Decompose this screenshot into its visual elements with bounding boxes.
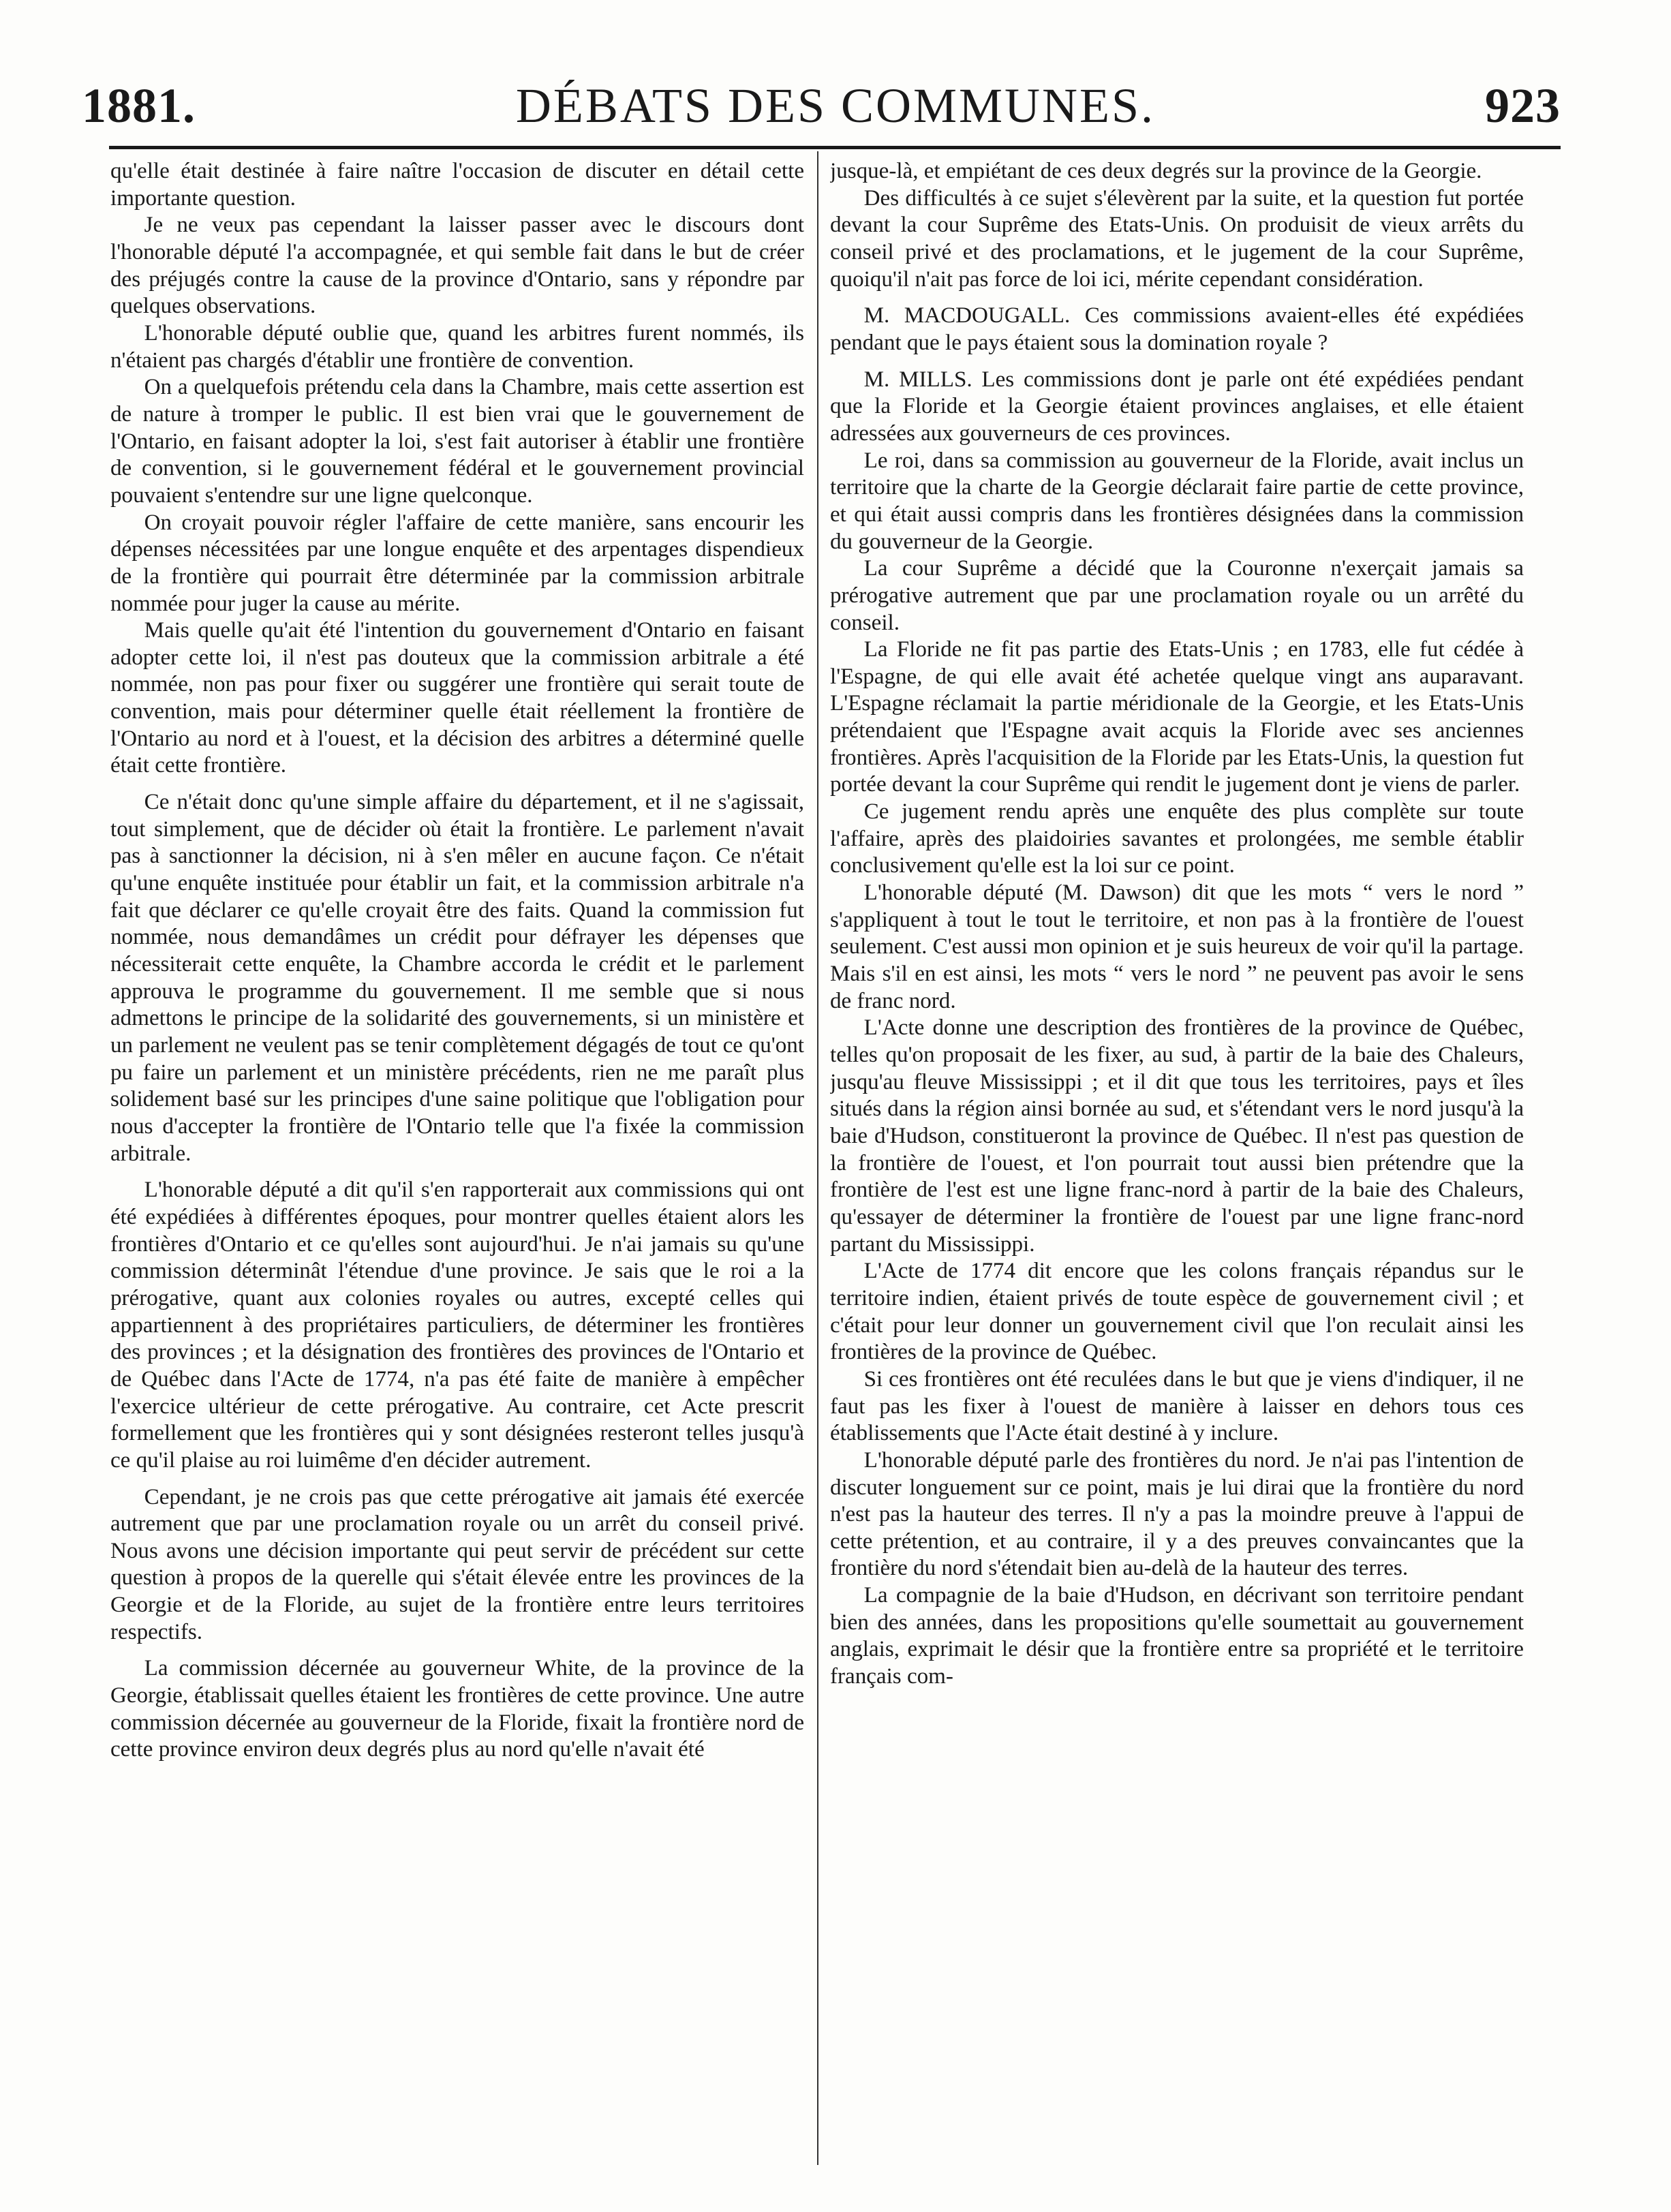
paragraph: La cour Suprême a décidé que la Couronne n'exerçait jamais sa prérogative autrement que par une proclamation royale ou un arrêté du conseil. xyxy=(830,556,1524,635)
paragraph: Le roi, dans sa commission au gouverneur de la Floride, avait inclus un territoire que la charte de la Georgie déclarait faire partie de cette province, et qui était aussi compris dans les frontières désignées dans la commission du gouverneur de la Georgie. xyxy=(830,448,1524,554)
paragraph: La commission décernée au gouverneur White, de la province de la Georgie, établissait quelles étaient les frontières de cette province. Une autre commission décernée au gouverneur de la Floride, fixait la frontière nord de cette province environ deux degrés plus au nord qu'elle n'avait été xyxy=(110,1656,804,1762)
paragraph: Des difficultés à ce sujet s'élevèrent par la suite, et la question fut portée devant la cour Suprême des Etats-Unis. On produisit de vieux arrêts du conseil privé et des proclamations, et le jugement de la cour Suprême, quoiqu'il n'ait pas force de loi ici, mérite cependant considération. xyxy=(830,185,1524,292)
paragraph: Ce n'était donc qu'une simple affaire du département, et il ne s'agissait, tout simplement, que de décider où était la frontière. Le parlement n'avait pas à sanctionner la décision, ni à s'en mêler en aucune façon. Ce n'était qu'une enquête instituée pour établir un fait, et la commission arbitrale n'a fait que déclarer ce qu'elle croyait être des faits. Quand la commission fut nommée, nous demandâmes un crédit pour défrayer les dépenses que nécessiterait cette enquête, la Chambre accorda le crédit et le parlement approuva le programme du gouvernement. Il me semble que si nous admettons le principe de la solidarité des gouvernements, si un ministère et un parlement ne veulent pas se tenir complètement dégagés de tout ce qu'ont pu faire un parlement et un ministère précédents, rien ne me paraît plus solidement basé sur les principes d'une saine politique que l'obligation pour nous d'accepter la frontière de l'Ontario telle que l'a fixée la commission arbitrale. xyxy=(110,790,804,1166)
speaker-mills: M. MILLS. Les commissions dont je parle ont été expédiées pendant que la Floride et la Georgie étaient provinces anglaises, et elle étaient adressées aux gouverneurs de ces provinces. xyxy=(830,367,1524,446)
header-rule xyxy=(109,146,1561,149)
header-year: 1881. xyxy=(82,78,196,133)
left-column xyxy=(110,158,804,2168)
paragraph: L'Acte de 1774 dit encore que les colons français répandus sur le territoire indien, étaient privés de toute espèce de gouvernement civil ; et c'était pour leur donner un gouvernement civil que l'on reculait ainsi les frontières de la province de Québec. xyxy=(830,1259,1524,1365)
paragraph: L'honorable député (M. Dawson) dit que les mots “ vers le nord ” s'appliquent à tout le tout le territoire, et non pas à la frontière de l'ouest seulement. C'est aussi mon opinion et je suis heureux de voir qu'il la partage. Mais s'il en est ainsi, les mots “ vers le nord ” ne peuvent pas avoir le sens de franc nord. xyxy=(830,880,1524,1013)
paragraph: Je ne veux pas cependant la laisser passer avec le discours dont l'honorable député l'a accompagnée, et qui semble fait dans le but de créer des préjugés contre la cause de la province d'Ontario, sans y répondre par quelques observations. xyxy=(110,213,804,319)
paragraph: L'honorable député a dit qu'il s'en rapporterait aux commissions qui ont été expédiées à différentes époques, pour montrer quelles étaient alors les frontières d'Ontario et ce qu'elles sont aujourd'hui. Je n'ai jamais su qu'une commission déterminât l'étendue d'une province. Je sais que le roi a la prérogative, quant aux colonies royales ou autres, excepté celles qui appartiennent à des propriétaires particuliers, de déterminer les frontières des provinces ; et la désignation des frontières des provinces de l'Ontario et de Québec dans l'Acte de 1774, n'a pas été faite de manière à empêcher l'exercice ultérieur de cette prérogative. Au contraire, cet Acte prescrit formellement que les frontières qui y sont désignées resteront telles jusqu'à ce qu'il plaise au roi luimême d'en décider autrement. xyxy=(110,1178,804,1473)
paragraph: qu'elle était destinée à faire naître l'occasion de discuter en détail cette importante question. xyxy=(110,159,804,211)
paragraph: Ce jugement rendu après une enquête des plus complète sur toute l'affaire, après des plaidoiries savantes et prolongées, me semble établir conclusivement qu'elle est la loi sur ce point. xyxy=(830,799,1524,878)
paragraph: jusque-là, et empiétant de ces deux degrés sur la province de la Georgie. xyxy=(830,159,1482,183)
speaker-macdougall: M. MACDOUGALL. Ces commissions avaient-elles été expédiées pendant que le pays étaient sous la domination royale ? xyxy=(830,303,1524,355)
paragraph: L'Acte donne une description des frontières de la province de Québec, telles qu'on proposait de les fixer, au sud, à partir de la baie des Chaleurs, jusqu'au fleuve Mississippi ; et il dit que tous les territoires, pays et îles situés dans la région ainsi bornée au sud, et s'étendant vers le nord jusqu'à la baie d'Hudson, constitueront la province de Québec. Il n'est pas question de la frontière de l'ouest, et l'on pourrait tout aussi bien prétendre que la frontière de l'est est une ligne franc-nord à partir de la baie des Chaleurs, qu'essayer de déterminer la frontière de l'ouest par une ligne franc-nord partant du Mississippi. xyxy=(830,1015,1524,1257)
paragraph: La compagnie de la baie d'Hudson, en décrivant son territoire pendant bien des années, dans les propositions qu'elle soumettait au gouvernement anglais, exprimait le désir que la frontière entre sa propriété et le territoire français com- xyxy=(830,1583,1524,1689)
paragraph: On a quelquefois prétendu cela dans la Chambre, mais cette assertion est de nature à tromper le public. Il est bien vrai que le gouvernement de l'Ontario, en faisant adopter la loi, s'est fait autoriser à établir une frontière de convention, si le gouvernement fédéral et le gouvernement provincial pouvaient s'entendre sur une ligne quelconque. xyxy=(110,375,804,508)
right-column xyxy=(830,158,1524,2168)
paragraph: La Floride ne fit pas partie des Etats-Unis ; en 1783, elle fut cédée à l'Espagne, de qui elle avait été achetée quelque vingt ans auparavant. L'Espagne réclamait la partie méridionale de la Georgie, et les Etats-Unis prétendaient que l'Espagne avait acquis la Floride avec ses anciennes frontières. Après l'acquisition de la Floride par les Etats-Unis, la question fut portée devant la cour Suprême qui rendit le jugement dont je viens de parler. xyxy=(830,637,1524,797)
paragraph: Mais quelle qu'ait été l'intention du gouvernement d'Ontario en faisant adopter cette loi, il n'est pas douteux que la commission arbitrale a été nommée, non pas pour fixer ou suggérer une frontière qui serait toute de convention, mais pour déterminer quelle était réellement la frontière de l'Ontario au nord et à l'ouest, et la décision des arbitres a déterminé quelle était cette frontière. xyxy=(110,618,804,778)
paragraph: Cependant, je ne crois pas que cette prérogative ait jamais été exercée autrement que par une proclamation royale ou un arrêt du conseil privé. Nous avons une décision importante qui peut servir de précédent sur cette question à propos de la querelle qui s'était élevée entre les provinces de la Georgie et de la Floride, au sujet de la frontière entre leurs territoires respectifs. xyxy=(110,1484,804,1644)
column-divider xyxy=(817,151,818,2165)
paragraph: L'honorable député parle des frontières du nord. Je n'ai pas l'intention de discuter longuement sur ce point, mais je lui dirai que la frontière du nord n'est pas la hauteur des terres. Il n'y a pas la moindre preuve à l'appui de cette prétention, et au contraire, il y a des preuves convaincantes que la frontière du nord s'étendait bien au-delà de la hauteur des terres. xyxy=(830,1447,1524,1581)
page-title: DÉBATS DES COMMUNES. xyxy=(515,78,1156,133)
paragraph: Si ces frontières ont été reculées dans le but que je viens d'indiquer, il ne faut pas les fixer à l'ouest de manière à laisser en dehors tous ces établissements que l'Acte était destiné à y inclure. xyxy=(830,1366,1524,1446)
paragraph: On croyait pouvoir régler l'affaire de cette manière, sans encourir les dépenses nécessitées par une longue enquête et des arpentages dispendieux de la frontière qui pourrait être déterminée par la commission arbitrale nommée pour juger la cause au mérite. xyxy=(110,510,804,616)
paragraph: L'honorable député oublie que, quand les arbitres furent nommés, ils n'étaient pas chargés d'établir une frontière de convention. xyxy=(110,320,804,373)
page-number: 923 xyxy=(1485,78,1561,133)
